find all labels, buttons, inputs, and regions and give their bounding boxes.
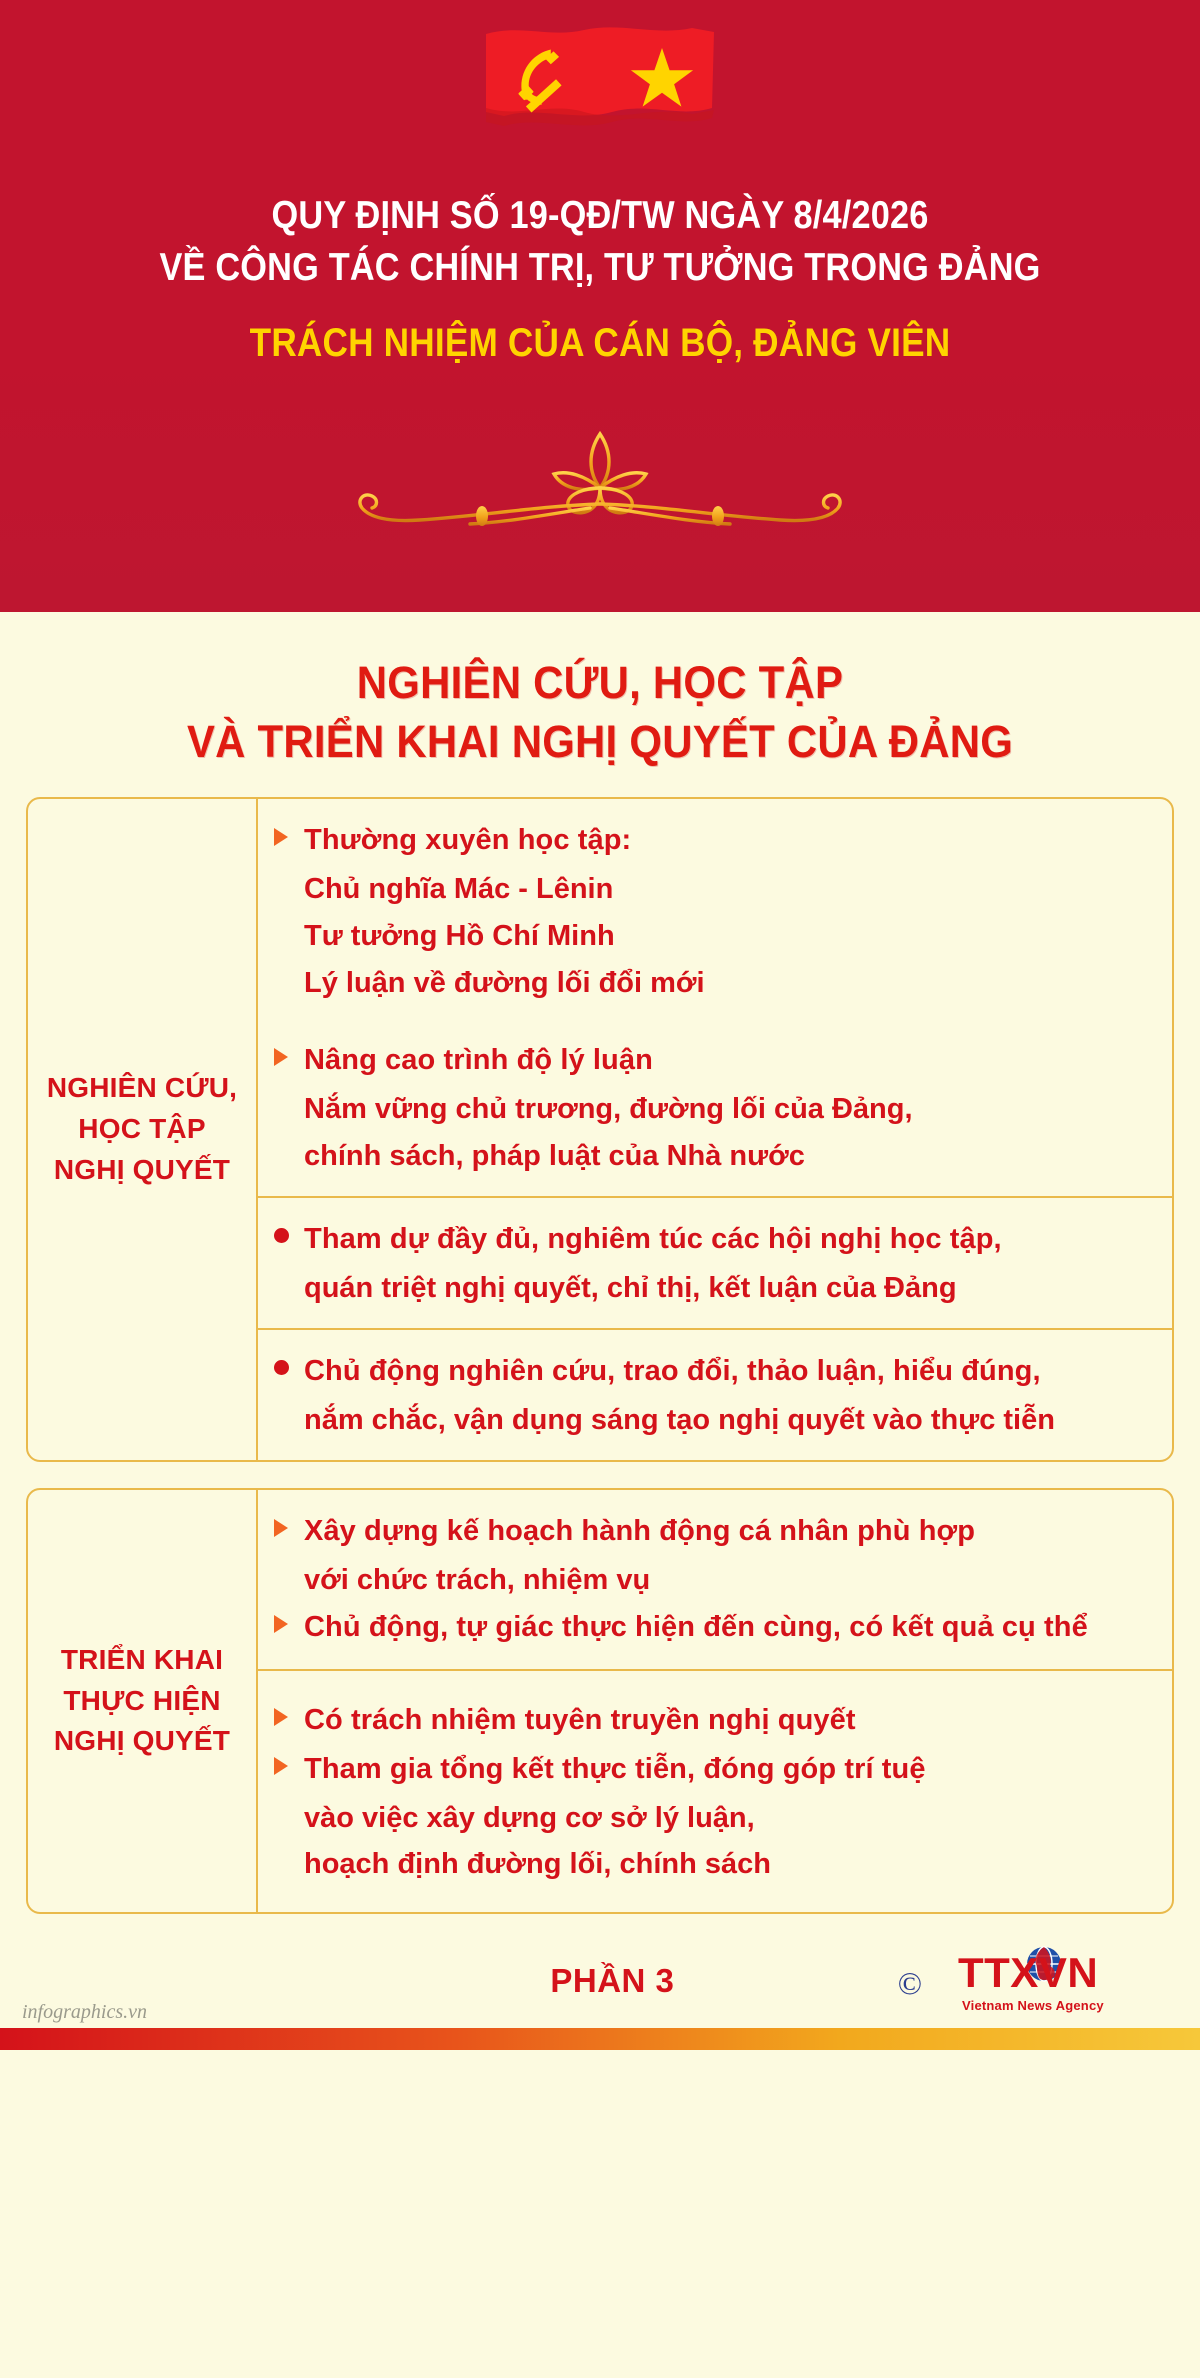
ttxvn-wordmark: TTXVN (958, 1949, 1099, 1997)
header-title-line-3: TRÁCH NHIỆM CỦA CÁN BỘ, ĐẢNG VIÊN (249, 321, 951, 366)
group-line: chính sách, pháp luật của Nhà nước (304, 1139, 805, 1172)
header-banner (0, 0, 1200, 612)
section-title-line-2: VÀ TRIỂN KHAI NGHỊ QUYẾT CỦA ĐẢNG (186, 715, 1014, 767)
header-title-line-2: VỀ CÔNG TÁC CHÍNH TRỊ, TƯ TƯỞNG TRONG ĐẢNG (159, 245, 1041, 289)
triangle-bullet-icon (274, 817, 304, 846)
group-line: quán triệt nghị quyết, chỉ thị, kết luận của Đảng (304, 1271, 957, 1304)
bullet-row (274, 1508, 1150, 1555)
triangle-bullet-icon (274, 1697, 304, 1726)
bullet-row (274, 1697, 1150, 1744)
group-nang-cao-trinh-do-ly-luan (258, 1011, 1172, 1196)
group-chu-dong-nghien-cuu (258, 1328, 1172, 1460)
card-trien-khai-thuc-hien (26, 1488, 1174, 1915)
group-heading: Tham gia tổng kết thực tiễn, đóng góp trí tuệ (304, 1752, 926, 1785)
header-title-line-1: QUY ĐỊNH SỐ 19-QĐ/TW NGÀY 8/4/2026 (271, 194, 929, 237)
group-heading: Chủ động nghiên cứu, trao đổi, thảo luận, hiểu đúng, (304, 1354, 1041, 1387)
card-label-nghien-cuu (28, 799, 258, 1460)
triangle-bullet-icon (274, 1604, 304, 1633)
group-xay-dung-ke-hoach (258, 1490, 1172, 1669)
triangle-bullet-icon (274, 1037, 304, 1066)
group-heading: Có trách nhiệm tuyên truyền nghị quyết (304, 1703, 856, 1736)
bullet-row (274, 817, 1150, 864)
card-body-trien-khai (258, 1490, 1172, 1913)
group-heading: Xây dựng kế hoạch hành động cá nhân phù hợp (304, 1514, 976, 1547)
vietnam-communist-party-flag-icon (480, 22, 720, 132)
card-nghien-cuu-hoc-tap (26, 797, 1174, 1462)
card-body-nghien-cuu (258, 799, 1172, 1460)
group-tham-du-day-du (258, 1196, 1172, 1328)
main-content (0, 612, 1200, 1914)
ttxvn-subtitle: Vietnam News Agency (962, 1998, 1104, 2014)
triangle-bullet-icon (274, 1746, 304, 1775)
card-label-line-3: NGHỊ QUYẾT (53, 1725, 231, 1757)
group-heading: Thường xuyên học tập: (304, 824, 632, 856)
dot-bullet-icon (274, 1348, 304, 1375)
footer (0, 1932, 1200, 2050)
bullet-row (274, 1604, 1150, 1651)
card-label-trien-khai (28, 1490, 258, 1913)
gold-lotus-flourish-divider-icon (250, 430, 950, 530)
group-line: vào việc xây dựng cơ sở lý luận, (304, 1801, 755, 1834)
ttxvn-branding (898, 1946, 1142, 2020)
card-label-line-2: THỰC HIỆN (63, 1684, 221, 1716)
card-label-line-2: HỌC TẬP (78, 1113, 206, 1145)
group-thuong-xuyen-hoc-tap (258, 799, 1172, 1011)
group-line: Chủ nghĩa Mác - Lênin (304, 872, 614, 905)
dot-bullet-icon (274, 1216, 304, 1243)
copyright-icon: © (897, 1964, 922, 2001)
section-title-line-1: NGHIÊN CỨU, HỌC TẬP (356, 657, 844, 708)
group-heading: Chủ động, tự giác thực hiện đến cùng, có kết quả cụ thể (304, 1610, 1088, 1643)
header-title-block (0, 192, 1200, 368)
group-line: với chức trách, nhiệm vụ (304, 1563, 651, 1596)
card-label-line-1: NGHIÊN CỨU, (46, 1072, 238, 1104)
triangle-bullet-icon (274, 1508, 304, 1537)
part-label: PHẦN 3 (550, 1962, 675, 2000)
group-heading: Tham dự đầy đủ, nghiêm túc các hội nghị học tập, (304, 1222, 1002, 1255)
bullet-row (274, 1037, 1150, 1084)
group-line: Nắm vững chủ trương, đường lối của Đảng, (304, 1092, 913, 1125)
card-label-line-1: TRIỂN KHAI (60, 1644, 224, 1676)
bullet-row (274, 1348, 1150, 1395)
group-line: nắm chắc, vận dụng sáng tạo nghị quyết vào thực tiễn (304, 1403, 1055, 1436)
group-co-trach-nhiem-tuyen-truyen (258, 1669, 1172, 1913)
group-line: hoạch định đường lối, chính sách (304, 1848, 771, 1881)
infographics-credit: infographics.vn (22, 2001, 147, 2024)
section-title (66, 612, 1134, 771)
card-label-line-3: NGHỊ QUYẾT (53, 1153, 231, 1185)
group-heading: Nâng cao trình độ lý luận (304, 1043, 653, 1076)
ttxvn-logo (932, 1946, 1142, 2020)
bullet-row (274, 1216, 1150, 1263)
bullet-row (274, 1746, 1150, 1793)
group-line: Tư tưởng Hồ Chí Minh (304, 919, 615, 952)
group-line: Lý luận về đường lối đổi mới (304, 966, 705, 999)
bottom-gradient-bar (0, 2028, 1200, 2050)
